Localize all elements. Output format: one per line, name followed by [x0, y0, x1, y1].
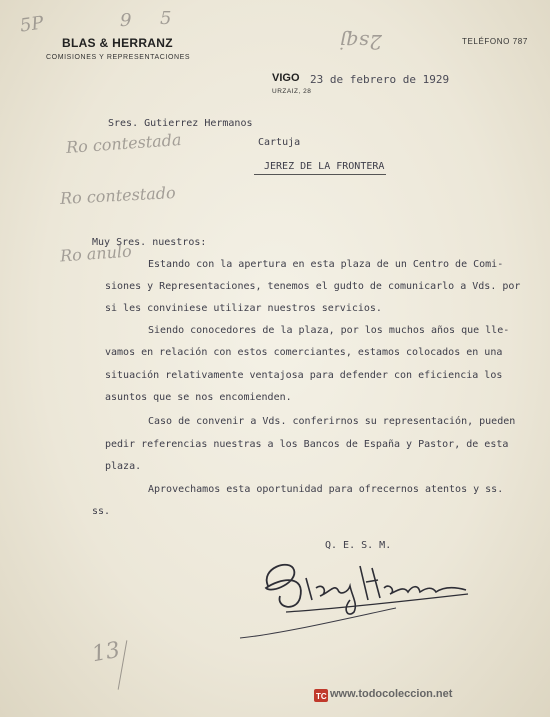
pencil-note: Ro anulo	[59, 241, 133, 266]
watermark-text[interactable]: www.todocoleccion.net	[330, 688, 453, 700]
salutation: Muy Sres. nuestros:	[92, 237, 207, 248]
recipient-street: Cartuja	[258, 137, 301, 148]
letter-date: 23 de febrero de 1929	[310, 73, 450, 86]
body-line: pedir referencias nuestras a los Bancos de España y Pastor, de esta	[105, 439, 509, 450]
watermark-logo	[314, 687, 328, 700]
closing: Q. E. S. M.	[325, 540, 392, 551]
body-line: Aprovechamos esta oportunidad para ofrecernos atentos y ss.	[148, 484, 504, 495]
pencil-note: 13	[90, 637, 122, 668]
pencil-note: Ro contestado	[59, 182, 177, 209]
body-line: asuntos que se nos encomienden.	[105, 392, 292, 403]
body-line: Estando con la apertura en esta plaza de un Centro de Comi-	[148, 259, 504, 270]
recipient-city: JEREZ DE LA FRONTERA	[254, 162, 386, 175]
body-line: situación relativamente ventajosa para defender con eficiencia los	[105, 370, 503, 381]
watermark-prefix: TC	[316, 692, 327, 701]
firm-name: BLAS & HERRANZ	[62, 36, 173, 50]
recipient-name: Sres. Gutierrez Hermanos	[108, 118, 253, 129]
letterhead-city: VIGO	[272, 72, 300, 84]
pencil-note: Ro contestada	[65, 129, 183, 158]
handwritten-signature	[220, 538, 480, 648]
body-line: si les conviniese utilizar nuestros servicios.	[105, 303, 382, 314]
letterhead-street: URZAIZ, 28	[272, 88, 312, 95]
body-line: plaza.	[105, 461, 142, 472]
body-line: vamos en relación con estos comerciantes, estamos colocados en una	[105, 347, 503, 358]
body-line: ss.	[92, 506, 111, 517]
body-line: siones y Representaciones, tenemos el gudto de comunicarlo a Vds. por	[105, 281, 521, 292]
pencil-note: 9	[120, 10, 132, 31]
firm-subtitle: COMISIONES Y REPRESENTACIONES	[46, 54, 191, 61]
body-line: Caso de convenir a Vds. conferirnos su representación, pueden	[148, 416, 516, 427]
pencil-note: 2sqj	[340, 30, 382, 54]
pencil-note: 5	[160, 8, 172, 29]
pencil-note: 5P	[18, 12, 45, 37]
phone-number: TELÉFONO 787	[462, 37, 528, 46]
body-line: Siendo conocedores de la plaza, por los muchos años que lle-	[148, 325, 510, 336]
